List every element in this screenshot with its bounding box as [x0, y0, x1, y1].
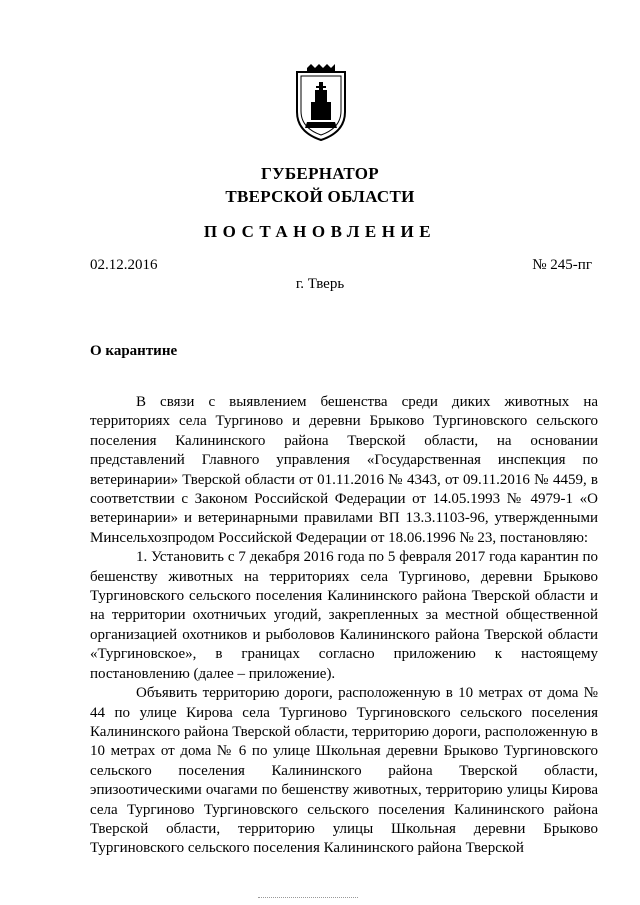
region-title: ТВЕРСКОЙ ОБЛАСТИ: [225, 187, 415, 206]
document-subject: О карантине: [90, 343, 178, 359]
document-city: г. Тверь: [295, 276, 345, 292]
coat-of-arms-emblem: [289, 64, 353, 144]
page-edge-marks: [258, 897, 358, 898]
governor-title: ГУБЕРНАТОР: [261, 164, 379, 183]
paragraph-preamble: В связи с выявлением бешенства среди диких животных на территориях села Тургиново и деревни Брыково Тургиновского сельского поселения Калининского района Тверской области, на основании представлений Главного управления «Государственная инспекция по ветеринарии» Тверской области от 01.11.2016 № 4343, от 09.11.2016 № 4459, в соответствии с Законом Российской Федерации от 14.05.1993 № 4979-1 «О ветеринарии» и ветеринарными правилами ВП 13.3.1103-96, утвержденными Минсельхозпродом Российской Федерации от 18.06.1996 № 23, постановляю:: [90, 394, 598, 546]
document-date: 02.12.2016: [90, 257, 158, 273]
document-number: № 245-пг: [532, 257, 592, 273]
document-type-title: ПОСТАНОВЛЕНИЕ: [203, 222, 437, 241]
paragraph-item-1: 1. Установить с 7 декабря 2016 года по 5 февраля 2017 года карантин по бешенству животных на территориях села Тургиново, деревни Брыково Тургиновского сельского поселения Калининского района Тверской области и на территории охотничьих угодий, закрепленных за местной общественной организацией охотников и рыболовов Калининского района Тверской области «Тургиновское», в границах согласно приложению к настоящему постановлению (далее – приложение).: [90, 549, 598, 682]
paragraph-declaration: Объявить территорию дороги, расположенную в 10 метрах от дома № 44 по улице Кирова села Тургиново Тургиновского сельского поселения Калининского района Тверской области, территорию дороги, расположенную в 10 метрах от дома № 6 по улице Школьная деревни Брыково Тургиновского сельского поселения Калининского района Тверской области, эпизоотическими очагами по бешенству животных, территорию улицы Кирова села Тургиново Тургиновского сельского поселения Калининского района Тверской области, территорию улицы Школьная деревни Брыково Тургиновского сельского поселения Калининского района Тверской: [90, 685, 598, 857]
document-body: [90, 393, 598, 859]
